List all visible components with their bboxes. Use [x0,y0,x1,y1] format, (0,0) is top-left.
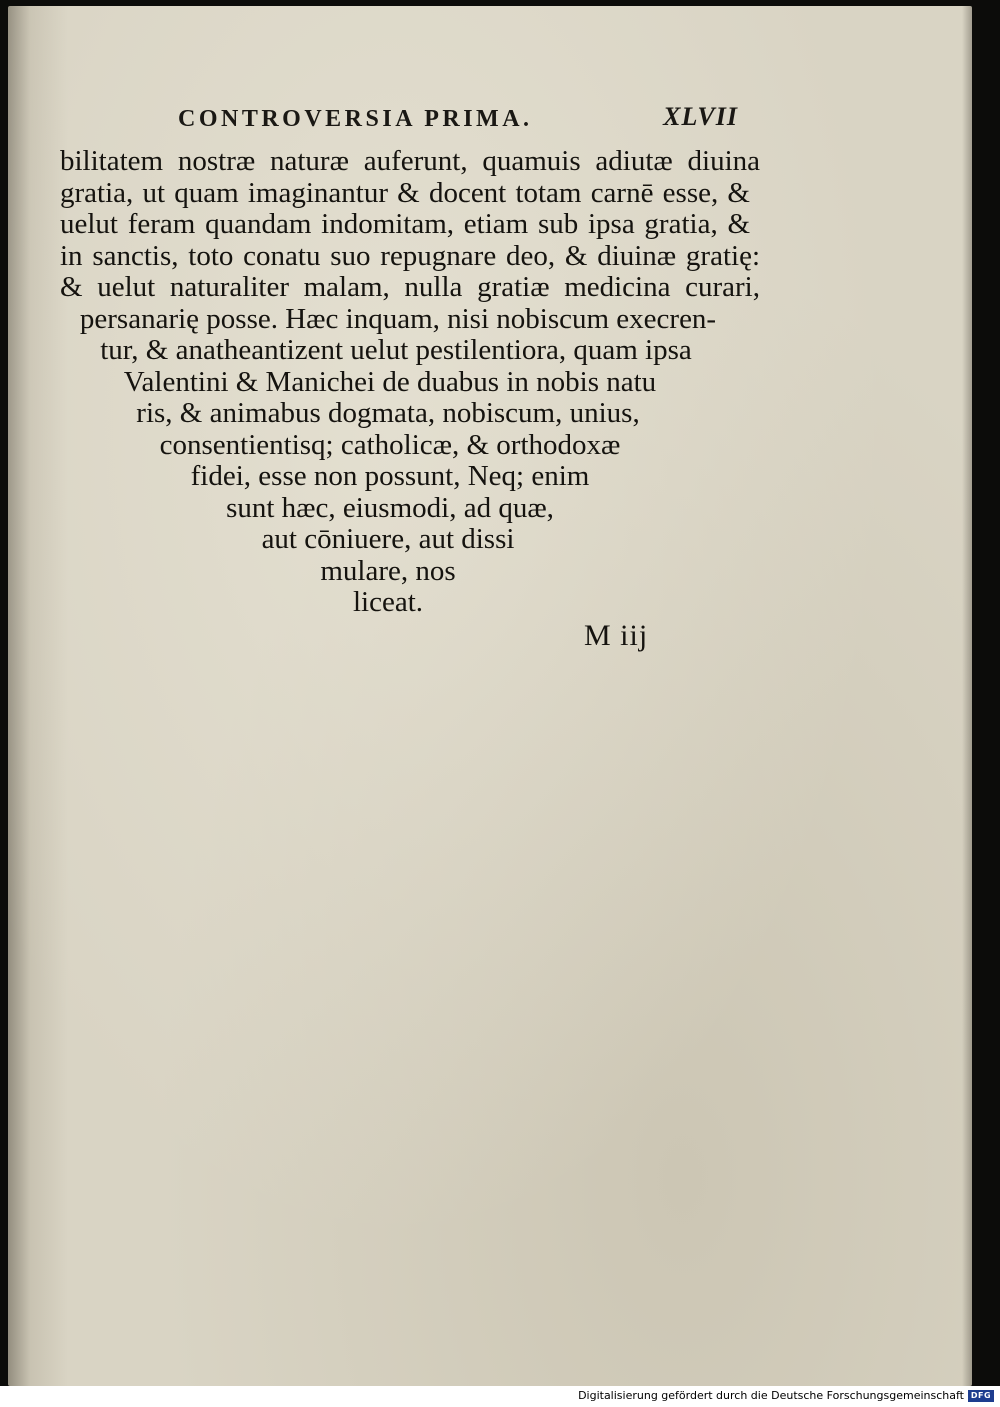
text-line: bilitatem nostræ naturæ auferunt, quamuis adiutæ diuina [60,145,760,177]
text-line: uelut feram quandam indomitam, etiam sub ipsa gratia, & [60,208,750,240]
text-line: liceat. [352,586,424,618]
running-head: CONTROVERSIA PRIMA. [178,106,533,132]
text-line: ris, & animabus dogmata, nobiscum, unius, [136,397,640,429]
text-line: & uelut naturaliter malam, nulla gratiæ medicina curari, [60,271,760,303]
text-line: gratia, ut quam imaginantur & docent totam carnē esse, & [60,176,750,209]
footer-credit: Digitalisierung gefördert durch die Deutsche Forschungsgemeinschaft [578,1389,964,1402]
text-line: mulare, nos [320,554,456,587]
dfg-logo: DFG [968,1390,994,1402]
folio-number: XLVII [663,102,738,131]
text-line: tur, & anatheantizent uelut pestilentiora, quam ipsa [100,334,692,366]
body-text [48,146,768,619]
text-line: in sanctis, toto conatu suo repugnare deo, & diuinæ gratię: [60,239,760,272]
text-line: consentientisq; catholicæ, & orthodoxæ [159,428,621,461]
text-line: fidei, esse non possunt, Neq; enim [190,460,590,492]
page-edge-shadow [962,6,972,1386]
book-page [8,6,972,1386]
digitization-footer [0,1386,1000,1407]
signature-mark: M iij [584,619,649,652]
text-line: Valentini & Manichei de duabus in nobis natu [123,365,657,398]
text-line: sunt hæc, eiusmodi, ad quæ, [226,491,554,524]
page-header [178,98,738,138]
text-line: aut cōniuere, aut dissi [261,523,515,555]
text-line: persanarię posse. Hæc inquam, nisi nobiscum execren- [79,302,717,335]
